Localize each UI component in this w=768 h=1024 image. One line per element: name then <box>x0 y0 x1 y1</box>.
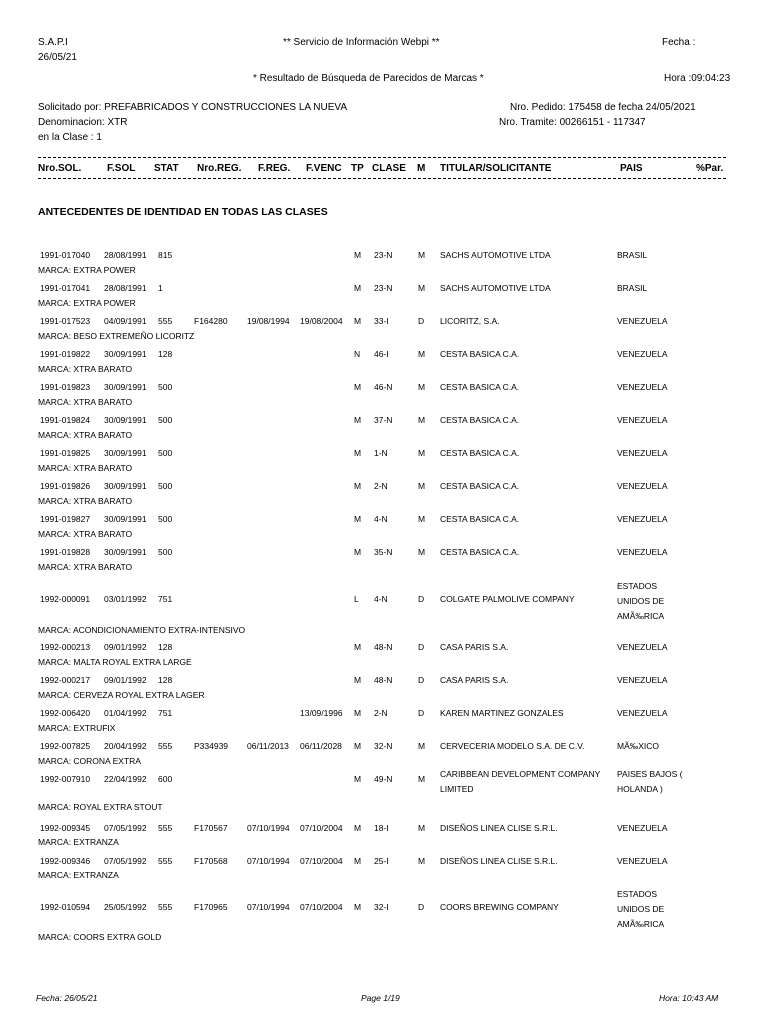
report-subtitle: * Resultado de Búsqueda de Parecidos de Marcas * <box>253 73 484 84</box>
cell-nro-reg: F170965 <box>194 902 228 912</box>
col-m-header: M <box>417 163 426 174</box>
cell-m: D <box>418 594 425 604</box>
cell-clase: 2-N <box>374 708 388 718</box>
cell-clase: 49-N <box>374 774 393 784</box>
cell-f-sol: 30/09/1991 <box>104 349 147 359</box>
cell-stat: 500 <box>158 481 173 491</box>
cell-nro-sol: 1991-019828 <box>40 547 91 557</box>
cell-pais: VENEZUELA <box>617 856 668 866</box>
cell-clase: 48-N <box>374 675 393 685</box>
cell-f-venc: 13/09/1996 <box>300 708 343 718</box>
marca-label: MARCA: BESO EXTREMEÑO LICORITZ <box>38 331 195 341</box>
cell-f-sol: 20/04/1992 <box>104 741 147 751</box>
denominacion: Denominacion: XTR <box>38 117 128 128</box>
cell-stat: 500 <box>158 514 173 524</box>
cell-stat: 500 <box>158 448 173 458</box>
cell-f-sol: 22/04/1992 <box>104 774 147 784</box>
cell-tp: M <box>354 774 362 784</box>
cell-stat: 815 <box>158 250 173 260</box>
cell-f-sol: 30/09/1991 <box>104 481 147 491</box>
cell-titular: CERVECERIA MODELO S.A. DE C.V. <box>440 741 585 751</box>
nro-tramite: Nro. Tramite: 00266151 - 117347 <box>499 117 646 128</box>
cell-tp: M <box>354 415 362 425</box>
cell-tp: M <box>354 741 362 751</box>
cell-stat: 555 <box>158 856 173 866</box>
cell-f-reg: 19/08/1994 <box>247 316 290 326</box>
col-f-sol-header: F.SOL <box>107 163 136 174</box>
cell-titular: CESTA BASICA C.A. <box>440 448 520 458</box>
cell-f-sol: 30/09/1991 <box>104 382 147 392</box>
cell-titular: KAREN MARTINEZ GONZALES <box>440 708 564 718</box>
cell-m: M <box>418 349 426 359</box>
cell-clase: 23-N <box>374 283 393 293</box>
cell-f-reg: 07/10/1994 <box>247 856 290 866</box>
cell-nro-sol: 1992-000217 <box>40 675 91 685</box>
cell-f-venc: 06/11/2028 <box>300 741 342 751</box>
cell-stat: 555 <box>158 823 173 833</box>
col-f-reg-header: F.REG. <box>258 163 291 174</box>
cell-nro-reg: F164280 <box>194 316 228 326</box>
cell-m: M <box>418 448 426 458</box>
cell-pais: BRASIL <box>617 283 648 293</box>
cell-m: M <box>418 856 426 866</box>
cell-titular: COORS BREWING COMPANY <box>440 902 559 912</box>
cell-nro-sol: 1992-010594 <box>40 902 91 912</box>
marca-label: MARCA: ROYAL EXTRA STOUT <box>38 802 163 812</box>
header-separator-top <box>38 157 726 158</box>
cell-f-venc: 07/10/2004 <box>300 856 343 866</box>
marca-label: MARCA: XTRA BARATO <box>38 529 133 539</box>
cell-clase: 35-N <box>374 547 393 557</box>
cell-titular: CESTA BASICA C.A. <box>440 547 520 557</box>
cell-titular: DISEÑOS LINEA CLISE S.R.L. <box>440 856 558 866</box>
cell-tp: M <box>354 642 362 652</box>
cell-m: D <box>418 902 425 912</box>
cell-tp: M <box>354 547 362 557</box>
cell-f-sol: 25/05/1992 <box>104 902 147 912</box>
cell-titular: CESTA BASICA C.A. <box>440 349 520 359</box>
cell-clase: 2-N <box>374 481 388 491</box>
cell-tp: M <box>354 283 362 293</box>
cell-m: M <box>418 481 426 491</box>
col-stat-header: STAT <box>154 163 179 174</box>
cell-stat: 128 <box>158 349 173 359</box>
col-nro-reg-header: Nro.REG. <box>197 163 242 174</box>
cell-f-sol: 30/09/1991 <box>104 547 147 557</box>
marca-label: MARCA: ACONDICIONAMIENTO EXTRA-INTENSIVO <box>38 625 246 635</box>
col-par-header: %Par. <box>696 163 724 174</box>
cell-m: M <box>418 774 426 784</box>
service-title: ** Servicio de Información Webpi ** <box>283 37 440 48</box>
cell-clase: 4-N <box>374 594 388 604</box>
cell-nro-sol: 1992-007825 <box>40 741 91 751</box>
cell-m: M <box>418 514 426 524</box>
section-title: ANTECEDENTES DE IDENTIDAD EN TODAS LAS CLASES <box>38 206 328 218</box>
cell-clase: 1-N <box>374 448 388 458</box>
cell-stat: 500 <box>158 382 173 392</box>
marca-label: MARCA: XTRA BARATO <box>38 364 133 374</box>
cell-nro-reg: F170567 <box>194 823 228 833</box>
cell-clase: 46-N <box>374 382 393 392</box>
col-clase-header: CLASE <box>372 163 406 174</box>
cell-titular: CESTA BASICA C.A. <box>440 514 520 524</box>
cell-m: M <box>418 547 426 557</box>
cell-tp: M <box>354 514 362 524</box>
cell-pais: ESTADOS UNIDOS DE AMÃ‰RICA <box>617 889 665 929</box>
cell-stat: 128 <box>158 642 173 652</box>
cell-tp: M <box>354 902 362 912</box>
cell-f-sol: 09/01/1992 <box>104 675 147 685</box>
cell-m: M <box>418 250 426 260</box>
report-time: Hora :09:04:23 <box>664 73 731 84</box>
footer-time: Hora: 10:43 AM <box>659 993 719 1003</box>
cell-f-sol: 07/05/1992 <box>104 823 147 833</box>
cell-stat: 555 <box>158 902 173 912</box>
cell-pais: VENEZUELA <box>617 708 668 718</box>
marca-label: MARCA: CORONA EXTRA <box>38 756 141 766</box>
cell-pais: VENEZUELA <box>617 675 668 685</box>
marca-label: MARCA: EXTRANZA <box>38 870 119 880</box>
cell-tp: M <box>354 448 362 458</box>
cell-nro-sol: 1991-019823 <box>40 382 91 392</box>
cell-pais: VENEZUELA <box>617 481 668 491</box>
nro-pedido: Nro. Pedido: 175458 de fecha 24/05/2021 <box>510 102 696 113</box>
cell-titular: CARIBBEAN DEVELOPMENT COMPANY LIMITED <box>440 768 601 794</box>
cell-nro-sol: 1991-019824 <box>40 415 91 425</box>
cell-nro-sol: 1991-019825 <box>40 448 91 458</box>
cell-nro-sol: 1992-006420 <box>40 708 91 718</box>
cell-clase: 32-N <box>374 741 393 751</box>
cell-stat: 555 <box>158 316 173 326</box>
cell-titular: SACHS AUTOMOTIVE LTDA <box>440 283 551 293</box>
cell-clase: 25-I <box>374 856 389 866</box>
cell-m: M <box>418 283 426 293</box>
cell-f-sol: 30/09/1991 <box>104 448 147 458</box>
cell-m: M <box>418 823 426 833</box>
cell-nro-sol: 1991-017040 <box>40 250 91 260</box>
cell-nro-sol: 1991-017523 <box>40 316 91 326</box>
cell-clase: 32-I <box>374 902 389 912</box>
cell-nro-sol: 1991-017041 <box>40 283 91 293</box>
cell-f-venc: 19/08/2004 <box>300 316 343 326</box>
cell-f-venc: 07/10/2004 <box>300 902 343 912</box>
header-separator-bottom <box>38 178 726 179</box>
solicitado-por: Solicitado por: PREFABRICADOS Y CONSTRUCCIONES LA NUEVA <box>38 102 347 113</box>
cell-titular: DISEÑOS LINEA CLISE S.R.L. <box>440 823 558 833</box>
report-date: 26/05/21 <box>38 52 77 63</box>
cell-nro-sol: 1991-019827 <box>40 514 91 524</box>
cell-pais: VENEZUELA <box>617 448 668 458</box>
marca-label: MARCA: XTRA BARATO <box>38 562 133 572</box>
cell-f-sol: 30/09/1991 <box>104 415 147 425</box>
cell-pais: VENEZUELA <box>617 547 668 557</box>
marca-label: MARCA: EXTRUFIX <box>38 723 116 733</box>
cell-nro-sol: 1992-009345 <box>40 823 91 833</box>
cell-pais: VENEZUELA <box>617 349 668 359</box>
cell-tp: N <box>354 349 361 359</box>
cell-m: D <box>418 708 425 718</box>
cell-clase: 48-N <box>374 642 393 652</box>
cell-stat: 751 <box>158 708 173 718</box>
marca-label: MARCA: XTRA BARATO <box>38 463 133 473</box>
cell-nro-sol: 1992-007910 <box>40 774 91 784</box>
footer-page: Page 1/19 <box>361 993 400 1003</box>
cell-pais: VENEZUELA <box>617 316 668 326</box>
cell-pais: VENEZUELA <box>617 382 668 392</box>
cell-clase: 33-I <box>374 316 389 326</box>
cell-m: M <box>418 741 426 751</box>
cell-clase: 18-I <box>374 823 389 833</box>
cell-titular: LICORITZ, S.A. <box>440 316 500 326</box>
cell-titular: CESTA BASICA C.A. <box>440 481 520 491</box>
cell-f-reg: 06/11/2013 <box>247 741 289 751</box>
cell-nro-reg: P334939 <box>194 741 229 751</box>
cell-stat: 128 <box>158 675 173 685</box>
cell-m: M <box>418 415 426 425</box>
cell-clase: 4-N <box>374 514 388 524</box>
marca-label: MARCA: COORS EXTRA GOLD <box>38 932 162 942</box>
cell-pais: ESTADOS UNIDOS DE AMÃ‰RICA <box>617 581 665 621</box>
col-pais-header: PAIS <box>620 163 643 174</box>
marca-label: MARCA: MALTA ROYAL EXTRA LARGE <box>38 657 192 667</box>
marca-label: MARCA: XTRA BARATO <box>38 496 133 506</box>
marca-label: MARCA: EXTRA POWER <box>38 265 136 275</box>
cell-nro-sol: 1992-000213 <box>40 642 91 652</box>
cell-nro-sol: 1992-009346 <box>40 856 91 866</box>
cell-titular: CESTA BASICA C.A. <box>440 382 520 392</box>
marca-label: MARCA: XTRA BARATO <box>38 430 133 440</box>
cell-f-venc: 07/10/2004 <box>300 823 343 833</box>
cell-f-sol: 07/05/1992 <box>104 856 147 866</box>
cell-f-sol: 03/01/1992 <box>104 594 147 604</box>
cell-stat: 600 <box>158 774 173 784</box>
cell-tp: L <box>354 594 359 604</box>
marca-label: MARCA: EXTRANZA <box>38 837 119 847</box>
cell-titular: SACHS AUTOMOTIVE LTDA <box>440 250 551 260</box>
cell-nro-sol: 1992-000091 <box>40 594 91 604</box>
cell-f-sol: 28/08/1991 <box>104 250 147 260</box>
cell-pais: VENEZUELA <box>617 514 668 524</box>
cell-tp: M <box>354 250 362 260</box>
cell-pais: VENEZUELA <box>617 823 668 833</box>
cell-f-sol: 30/09/1991 <box>104 514 147 524</box>
cell-tp: M <box>354 675 362 685</box>
cell-clase: 23-N <box>374 250 393 260</box>
cell-tp: M <box>354 708 362 718</box>
cell-pais: VENEZUELA <box>617 642 668 652</box>
cell-f-reg: 07/10/1994 <box>247 902 290 912</box>
cell-clase: 46-I <box>374 349 389 359</box>
cell-f-sol: 04/09/1991 <box>104 316 147 326</box>
cell-stat: 1 <box>158 283 163 293</box>
footer-date: Fecha: 26/05/21 <box>36 993 98 1003</box>
cell-tp: M <box>354 481 362 491</box>
cell-titular: CESTA BASICA C.A. <box>440 415 520 425</box>
cell-m: D <box>418 642 425 652</box>
cell-stat: 500 <box>158 415 173 425</box>
cell-nro-sol: 1991-019822 <box>40 349 91 359</box>
marca-label: MARCA: XTRA BARATO <box>38 397 133 407</box>
cell-nro-reg: F170568 <box>194 856 228 866</box>
cell-titular: CASA PARIS S.A. <box>440 642 509 652</box>
cell-m: D <box>418 675 425 685</box>
cell-f-sol: 09/01/1992 <box>104 642 147 652</box>
cell-f-sol: 28/08/1991 <box>104 283 147 293</box>
cell-stat: 500 <box>158 547 173 557</box>
cell-clase: 37-N <box>374 415 393 425</box>
cell-stat: 555 <box>158 741 173 751</box>
clase: en la Clase : 1 <box>38 132 102 143</box>
cell-pais: BRASIL <box>617 250 648 260</box>
cell-tp: M <box>354 823 362 833</box>
cell-pais: MÃ‰XICO <box>617 741 660 751</box>
marca-label: MARCA: CERVEZA ROYAL EXTRA LAGER <box>38 690 205 700</box>
cell-pais: VENEZUELA <box>617 415 668 425</box>
fecha-label: Fecha : <box>662 37 696 48</box>
col-f-venc-header: F.VENC <box>306 163 342 174</box>
cell-tp: M <box>354 382 362 392</box>
cell-stat: 751 <box>158 594 173 604</box>
cell-f-sol: 01/04/1992 <box>104 708 147 718</box>
cell-titular: CASA PARIS S.A. <box>440 675 509 685</box>
col-titular-header: TITULAR/SOLICITANTE <box>440 163 552 174</box>
col-nro-sol-header: Nro.SOL. <box>38 163 82 174</box>
cell-nro-sol: 1991-019826 <box>40 481 91 491</box>
cell-tp: M <box>354 316 362 326</box>
marca-label: MARCA: EXTRA POWER <box>38 298 136 308</box>
cell-m: M <box>418 382 426 392</box>
col-tp-header: TP <box>351 163 364 174</box>
cell-titular: COLGATE PALMOLIVE COMPANY <box>440 594 575 604</box>
cell-pais: PAISES BAJOS ( HOLANDA ) <box>617 768 683 794</box>
org-name: S.A.P.I <box>38 37 68 48</box>
cell-f-reg: 07/10/1994 <box>247 823 290 833</box>
cell-tp: M <box>354 856 362 866</box>
cell-m: D <box>418 316 425 326</box>
